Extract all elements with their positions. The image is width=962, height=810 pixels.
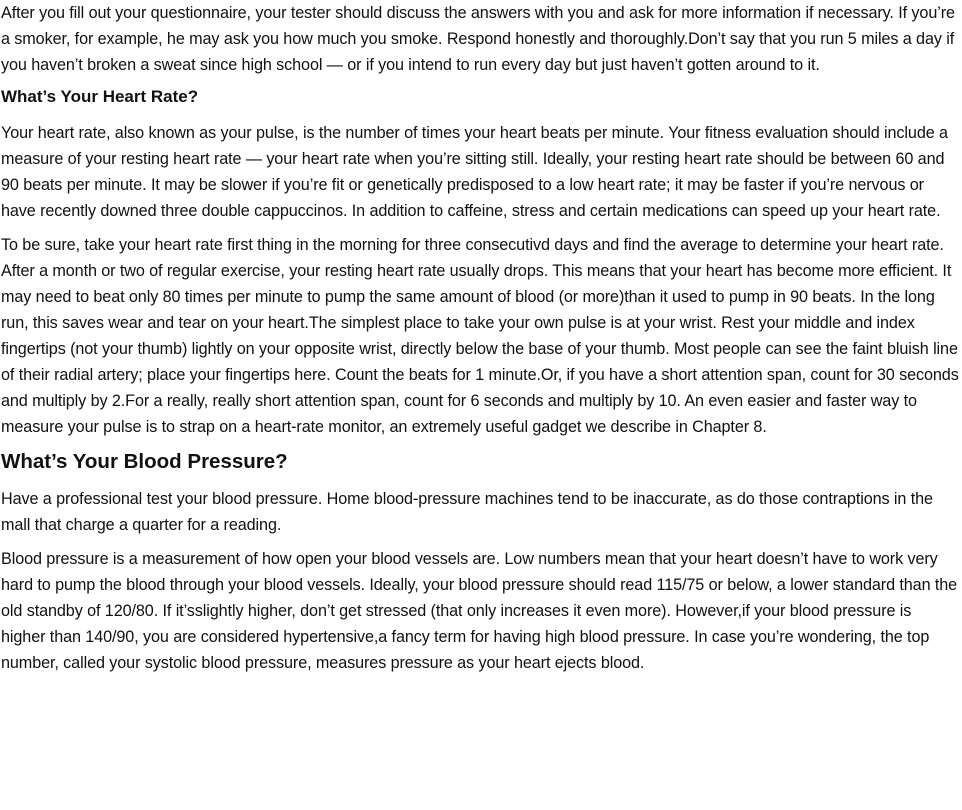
blood-pressure-paragraph-2: Blood pressure is a measurement of how open your blood vessels are. Low numbers mean that your heart doesn’t have to work very hard to pump the blood through your blood vessels. Ideally, your blood pressure should read 115/75 or below, a lower standard than the old standby of 120/80. If it’sslightly higher, don’t get stressed (that only increases it even more). However,if your blood pressure is higher than 140/90, you are considered hypertensive,a fancy term for having high blood pressure. In case you’re wondering, the top number, called your systolic blood pressure, measures pressure as your heart ejects blood. — [1, 550, 958, 672]
blood-pressure-heading: What’s Your Blood Pressure? — [1, 450, 288, 473]
heart-rate-paragraph-2: To be sure, take your heart rate first thing in the morning for three consecutivd days and find the average to determine your heart rate. After a month or two of regular exercise, your resting heart rate usually drops. This means that your heart has become more efficient. It may need to beat only 80 times per minute to pump the same amount of blood (or more)than it used to pump in 90 beats. In the long run, this saves wear and tear on your heart.The simplest place to take your own pulse is at your wrist. Rest your middle and index fingertips (not your thumb) lightly on your opposite wrist, directly below the base of your thumb. Most people can see the faint bluish line of their radial artery; place your fingertips here. Count the beats for 1 minute.Or, if you have a short attention span, count for 30 seconds and multiply by 2.For a really, really short attention span, count for 6 seconds and multiply by 10. An even easier and faster way to measure your pulse is to strap on a heart-rate monitor, an extremely useful gadget we describe in Chapter 8. — [1, 236, 959, 436]
heart-rate-paragraph-1: Your heart rate, also known as your pulse, is the number of times your heart beats per minute. Your fitness evaluation should include a measure of your resting heart rate — your heart rate when you’re sitting still. Ideally, your resting heart rate should be between 60 and 90 beats per minute. It may be slower if you’re fit or genetically predisposed to a low heart rate; it may be faster if you’re nervous or have recently downed three double cappuccinos. In addition to caffeine, stress and certain medications can speed up your heart rate. — [1, 124, 948, 220]
blood-pressure-paragraph-1: Have a professional test your blood pressure. Home blood-pressure machines tend to be inaccurate, as do those contraptions in the mall that charge a quarter for a reading. — [1, 490, 933, 534]
intro-paragraph: After you fill out your questionnaire, your tester should discuss the answers with you and ask for more information if necessary. If you’re a smoker, for example, he may ask you how much you smoke. Respond honestly and thoroughly.Don’t say that you run 5 miles a day if you haven’t broken a sweat since high school — or if you intend to run every day but just haven’t gotten around to it. — [1, 4, 955, 74]
heart-rate-heading: What’s Your Heart Rate? — [1, 87, 199, 106]
document-body — [1, 0, 959, 676]
